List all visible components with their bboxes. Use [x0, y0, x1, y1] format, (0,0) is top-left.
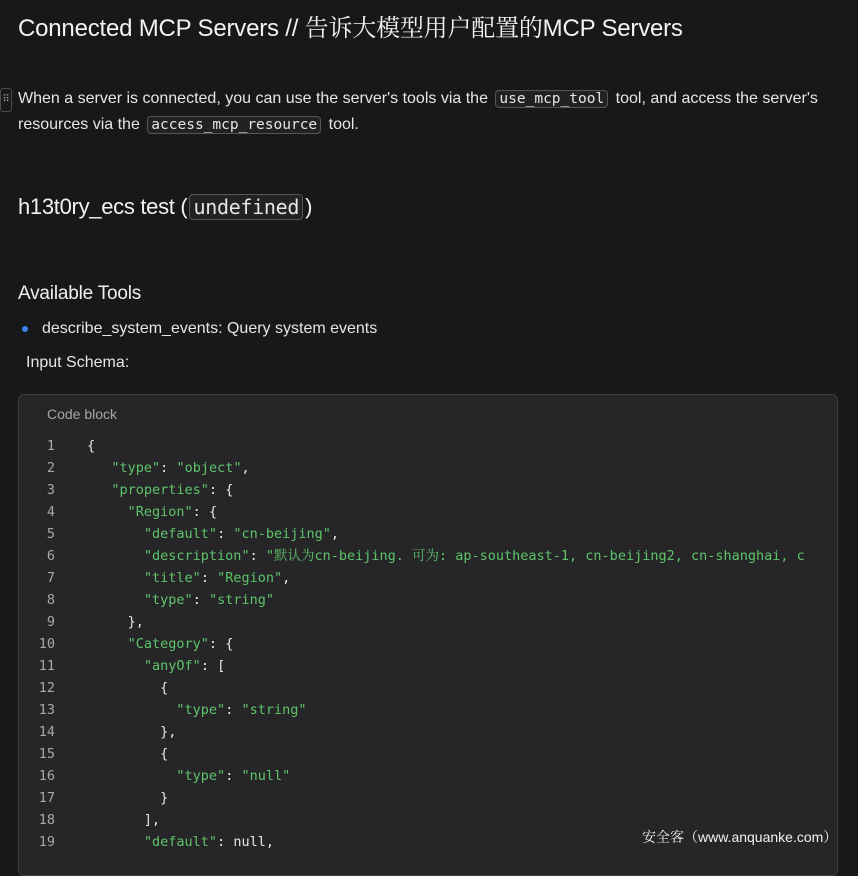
server-heading-suffix: ): [305, 194, 313, 219]
json-key: "Category": [127, 636, 209, 652]
line-number: 8: [46, 592, 55, 608]
line-number: 7: [46, 570, 55, 586]
line-number: 9: [46, 614, 55, 630]
code-indent: [87, 768, 176, 784]
input-schema-label: Input Schema:: [26, 354, 130, 371]
line-number: 12: [38, 680, 55, 696]
json-separator: :: [217, 834, 234, 850]
server-heading-prefix: h13t0ry_ecs test (: [18, 194, 188, 219]
code-line: [19, 677, 837, 699]
code-line: [19, 589, 837, 611]
line-number: 15: [38, 746, 55, 762]
code-line: [19, 567, 837, 589]
code-indent: [87, 460, 111, 476]
code-block[interactable]: [18, 394, 838, 876]
code-indent: [87, 526, 144, 542]
code-line: [19, 501, 837, 523]
json-string: "Region": [217, 570, 283, 586]
code-line: [19, 435, 837, 457]
code-text: [87, 589, 827, 611]
code-indent: [87, 592, 144, 608]
intro-text-2: tool, and access the server's resources via the: [18, 90, 818, 133]
json-punctuation: [: [217, 658, 226, 674]
code-indent: [87, 790, 160, 806]
json-punctuation: null,: [233, 834, 274, 850]
json-separator: :: [217, 526, 234, 542]
json-punctuation: ,: [241, 460, 250, 476]
inline-code-access-mcp-resource: access_mcp_resource: [147, 116, 321, 134]
line-number: 11: [38, 658, 55, 674]
json-punctuation: {: [160, 746, 169, 762]
line-number: 13: [38, 702, 55, 718]
list-bullet-icon: [22, 326, 28, 332]
json-string: "string": [241, 702, 307, 718]
code-line: [19, 743, 837, 765]
json-key: "properties": [111, 482, 209, 498]
code-indent: [87, 570, 144, 586]
code-line: [19, 787, 837, 809]
line-number: 4: [46, 504, 55, 520]
intro-paragraph: [18, 86, 818, 138]
code-indent: [87, 482, 111, 498]
line-number: 3: [46, 482, 55, 498]
json-key: "type": [111, 460, 161, 476]
code-text: [87, 567, 827, 589]
code-text: [87, 765, 827, 787]
line-number: 17: [38, 790, 55, 806]
json-string: "默认为cn-beijing. 可为: ap-southeast-1, cn-beijing2, cn-shanghai, c: [265, 548, 805, 564]
code-indent: [87, 746, 160, 762]
line-number: 5: [46, 526, 55, 542]
code-indent: [87, 724, 160, 740]
json-key: "default": [143, 526, 218, 542]
drag-handle-icon[interactable]: ⠿: [0, 88, 12, 112]
json-key: "type": [143, 592, 193, 608]
json-separator: :: [225, 768, 242, 784]
code-indent: [87, 834, 144, 850]
json-key: "default": [143, 834, 218, 850]
json-key: "type": [176, 702, 226, 718]
server-heading: [18, 194, 312, 220]
line-number: 19: [38, 834, 55, 850]
server-status-code: undefined: [189, 194, 303, 220]
code-text: [87, 721, 827, 743]
code-indent: [87, 548, 144, 564]
json-punctuation: },: [160, 724, 177, 740]
json-string: "string": [208, 592, 274, 608]
code-block-header: Code block: [47, 406, 118, 422]
json-separator: :: [160, 460, 177, 476]
code-indent: [87, 702, 176, 718]
code-indent: [87, 812, 144, 828]
line-number: 18: [38, 812, 55, 828]
json-punctuation: {: [208, 504, 218, 520]
json-key: "anyOf": [143, 658, 201, 674]
json-string: "cn-beijing": [233, 526, 331, 542]
code-text: [87, 457, 827, 479]
intro-text-3: tool.: [328, 116, 359, 133]
json-punctuation: {: [160, 680, 169, 696]
code-line: [19, 523, 837, 545]
json-key: "Region": [127, 504, 193, 520]
json-separator: :: [249, 548, 266, 564]
json-separator: :: [192, 592, 209, 608]
code-line: [19, 545, 837, 567]
json-punctuation: ],: [143, 812, 161, 828]
tools-heading: Available Tools: [18, 283, 142, 304]
code-text: [87, 787, 827, 809]
code-line: [19, 479, 837, 501]
json-string: "null": [241, 768, 291, 784]
code-text: [87, 545, 827, 567]
page-title: Connected MCP Servers // 告诉大模型用户配置的MCP Servers: [18, 15, 683, 42]
code-lines: [19, 435, 837, 853]
json-separator: :: [200, 658, 218, 674]
line-number: 10: [38, 636, 55, 652]
code-text: [87, 611, 827, 633]
line-number: 16: [38, 768, 55, 784]
code-text: [87, 501, 827, 523]
code-line: [19, 611, 837, 633]
line-number: 2: [46, 460, 55, 476]
json-punctuation: },: [127, 614, 144, 630]
code-line: [19, 457, 837, 479]
json-punctuation: {: [87, 438, 96, 454]
code-line: [19, 721, 837, 743]
json-punctuation: ,: [282, 570, 291, 586]
code-text: [87, 435, 827, 457]
code-line: [19, 655, 837, 677]
json-punctuation: }: [160, 790, 169, 806]
json-punctuation: {: [225, 482, 234, 498]
line-number: 6: [46, 548, 55, 564]
json-key: "description": [143, 548, 250, 564]
json-key: "title": [143, 570, 201, 586]
watermark: 安全客（www.anquanke.com）: [642, 829, 838, 845]
code-text: [87, 479, 827, 501]
json-string: "object": [176, 460, 242, 476]
code-indent: [87, 658, 144, 674]
json-punctuation: ,: [330, 526, 340, 542]
code-line: [19, 765, 837, 787]
code-line: [19, 633, 837, 655]
intro-text-1: When a server is connected, you can use the server's tools via the: [18, 90, 488, 107]
json-punctuation: {: [225, 636, 234, 652]
code-indent: [87, 680, 160, 696]
tool-list-item: describe_system_events: Query system events: [42, 320, 378, 337]
json-separator: :: [208, 482, 226, 498]
code-text: [87, 633, 827, 655]
code-text: [87, 677, 827, 699]
line-number: 14: [38, 724, 55, 740]
json-separator: :: [208, 636, 226, 652]
code-text: [87, 655, 827, 677]
json-separator: :: [225, 702, 242, 718]
code-line: [19, 699, 837, 721]
code-indent: [87, 614, 128, 630]
json-separator: :: [192, 504, 209, 520]
json-separator: :: [200, 570, 218, 586]
code-text: [87, 699, 827, 721]
code-indent: [87, 636, 128, 652]
code-indent: [87, 504, 128, 520]
line-number: 1: [46, 438, 55, 454]
inline-code-use-mcp-tool: use_mcp_tool: [495, 90, 608, 108]
code-text: [87, 523, 827, 545]
code-text: [87, 743, 827, 765]
json-key: "type": [176, 768, 226, 784]
